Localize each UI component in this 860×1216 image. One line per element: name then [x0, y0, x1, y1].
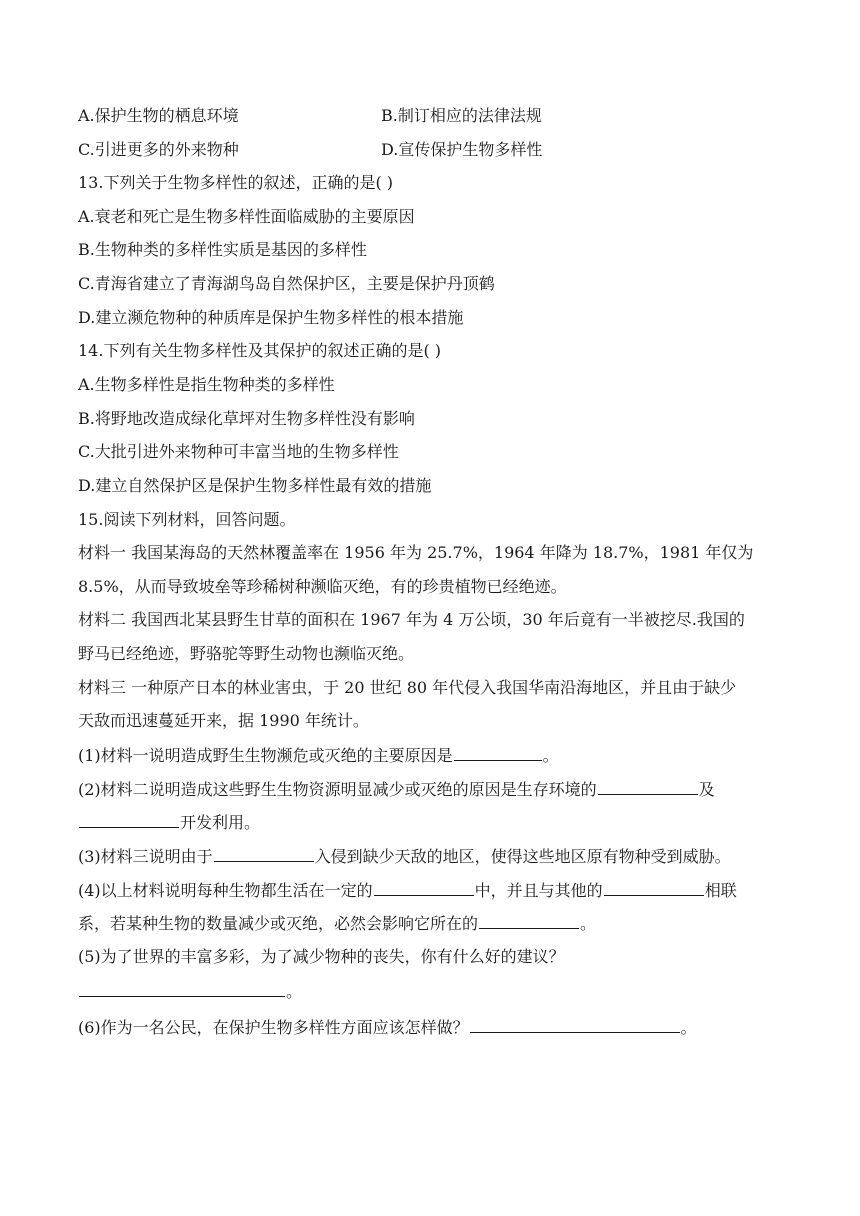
sub-question-5: (5)为了世界的丰富多彩，为了减少物种的丧失，你有什么好的建议？ — [78, 947, 565, 966]
material2-line2: 野马已经绝迹，野骆驼等野生动物也濒临灭绝。 — [78, 644, 415, 663]
q13-option-a: A.衰老和死亡是生物多样性面临威胁的主要原因 — [78, 207, 415, 226]
q14-stem: 14.下列有关生物多样性及其保护的叙述正确的是( ) — [78, 341, 442, 360]
sub-question-4-line2-end: 。 — [580, 914, 597, 933]
material1-line1: 材料一 我国某海岛的天然林覆盖率在 1956 年为 25.7%，1964 年降为 18.7%，1981 年仅为 — [78, 543, 754, 562]
answer-blank-1[interactable] — [454, 745, 542, 761]
sub-question-5-end: 。 — [286, 982, 303, 1001]
q13-option-b: B.生物种类的多样性实质是基因的多样性 — [78, 240, 367, 259]
material3-line2: 天敌而迅速蔓延开来，据 1990 年统计。 — [78, 711, 369, 730]
sub-question-6-end: 。 — [680, 1018, 697, 1037]
sub-question-1-text: (1)材料一说明造成野生生物濒危或灭绝的主要原因是 — [78, 746, 453, 765]
sub-question-6 — [78, 1017, 697, 1038]
sub-question-4-end: 相联 — [704, 881, 737, 900]
sub-question-3-text: (3)材料三说明由于 — [78, 847, 213, 866]
material1-line2: 8.5%，从而导致坡垒等珍稀树种濒临灭绝，有的珍贵植物已经绝迹。 — [78, 577, 567, 596]
q15-stem: 15.阅读下列材料，回答问题。 — [78, 510, 296, 529]
sub-question-6-text: (6)作为一名公民，在保护生物多样性方面应该怎样做？ — [78, 1018, 469, 1037]
q14-option-b: B.将野地改造成绿化草坪对生物多样性没有影响 — [78, 409, 415, 428]
answer-blank-4c[interactable] — [479, 913, 579, 929]
sub-question-2-line2-end: 开发利用。 — [180, 813, 261, 832]
sub-question-4-text: (4)以上材料说明每种生物都生活在一定的 — [78, 881, 373, 900]
q14-option-a: A.生物多样性是指生物种类的多样性 — [78, 375, 335, 394]
q14-option-c: C.大批引进外来物种可丰富当地的生物多样性 — [78, 442, 399, 461]
q12-option-b: B.制订相应的法律法规 — [381, 106, 542, 125]
sub-question-5-line2 — [78, 981, 302, 1002]
q13-stem: 13.下列关于生物多样性的叙述，正确的是( ) — [78, 173, 394, 192]
q13-option-d: D.建立濒危物种的种质库是保护生物多样性的根本措施 — [78, 308, 464, 327]
q14-option-d: D.建立自然保护区是保护生物多样性最有效的措施 — [78, 476, 432, 495]
q12-option-d: D.宣传保护生物多样性 — [381, 140, 543, 159]
sub-question-4-line2 — [78, 913, 596, 934]
material2-line1: 材料二 我国西北某县野生甘草的面积在 1967 年为 4 万公顷，30 年后竟有一半被挖尽.我国的 — [78, 610, 745, 629]
answer-blank-5[interactable] — [79, 981, 285, 997]
sub-question-4-mid: 中，并且与其他的 — [474, 881, 603, 900]
sub-question-3-end: 入侵到缺少天敌的地区，使得这些地区原有物种受到威胁。 — [314, 847, 731, 866]
q13-option-c: C.青海省建立了青海湖鸟岛自然保护区，主要是保护丹顶鹤 — [78, 274, 495, 293]
answer-blank-6[interactable] — [470, 1017, 680, 1033]
sub-question-2-line2 — [78, 812, 260, 833]
answer-blank-4b[interactable] — [604, 880, 704, 896]
sub-question-3 — [78, 846, 731, 867]
sub-question-2-text: (2)材料二说明造成这些野生生物资源明显减少或灭绝的原因是生存环境的 — [78, 780, 597, 799]
sub-question-1-end: 。 — [542, 746, 559, 765]
sub-question-4-line2-text: 系，若某种生物的数量减少或灭绝，必然会影响它所在的 — [78, 914, 479, 933]
answer-blank-4a[interactable] — [374, 880, 474, 896]
q12-option-c: C.引进更多的外来物种 — [78, 140, 239, 159]
sub-question-2-mid: 及 — [698, 780, 715, 799]
sub-question-2 — [78, 779, 715, 800]
sub-question-1 — [78, 745, 559, 766]
q12-option-a: A.保护生物的栖息环境 — [78, 106, 239, 125]
sub-question-4 — [78, 880, 737, 901]
answer-blank-3[interactable] — [214, 846, 314, 862]
answer-blank-2b[interactable] — [79, 812, 179, 828]
material3-line1: 材料三 一种原产日本的林业害虫，于 20 世纪 80 年代侵入我国华南沿海地区，并且由于缺少 — [78, 678, 737, 697]
answer-blank-2a[interactable] — [598, 779, 698, 795]
